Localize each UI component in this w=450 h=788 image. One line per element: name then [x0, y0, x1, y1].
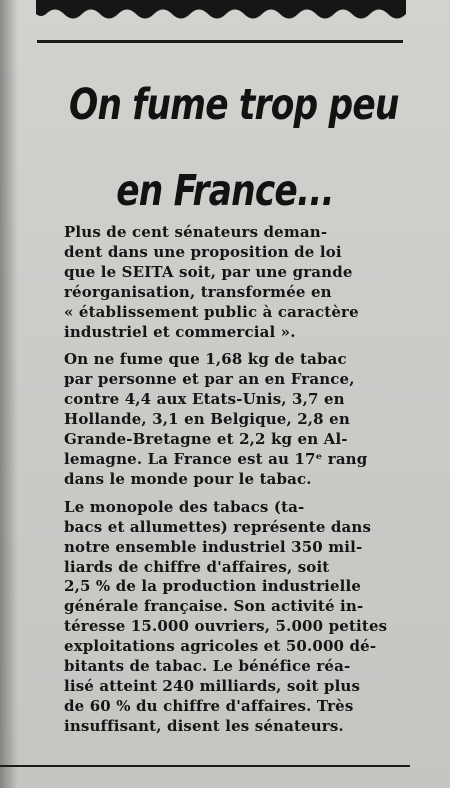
- paragraph-proposal: [64, 223, 404, 342]
- text-line: notre ensemble industriel 350 mil-: [64, 537, 363, 556]
- text-line: On ne fume que 1,68 kg de tabac: [64, 350, 347, 369]
- text-line: Grande-Bretagne et 2,2 kg en Al-: [64, 430, 348, 449]
- text-line: bitants de tabac. Le bénéfice réa-: [64, 657, 351, 676]
- decorative-wave-border: [36, 0, 406, 28]
- text-line: dans le monde pour le tabac.: [64, 469, 312, 488]
- text-line: lisé atteint 240 milliards, soit plus: [64, 676, 361, 695]
- article-bottom-rule: [0, 765, 410, 767]
- text-line: dent dans une proposition de loi: [64, 242, 342, 261]
- text-line: générale française. Son activité in-: [64, 597, 364, 616]
- headline-line: On fume trop peu: [69, 80, 399, 130]
- paragraph-consumption: [64, 350, 404, 489]
- text-line: réorganisation, transformée en: [64, 282, 332, 301]
- text-line: de 60 % du chiffre d'affaires. Très: [64, 696, 354, 715]
- article-body: [64, 223, 404, 745]
- text-line: liards de chiffre d'affaires, soit: [64, 557, 330, 576]
- text-line: Plus de cent sénateurs deman-: [64, 223, 328, 241]
- text-line: téresse 15.000 ouvriers, 5.000 petites: [64, 617, 388, 636]
- text-line: que le SEITA soit, par une grande: [64, 262, 353, 281]
- text-line: insuffisant, disent les sénateurs.: [64, 716, 344, 735]
- text-line: bacs et allumettes) représente dans: [64, 517, 372, 536]
- text-line: par personne et par an en France,: [64, 370, 355, 389]
- text-line: Le monopole des tabacs (ta-: [64, 497, 305, 516]
- headline-line: en France...: [116, 166, 334, 216]
- text-line: exploitations agricoles et 50.000 dé-: [64, 637, 377, 656]
- text-line: « établissement public à caractère: [64, 302, 359, 321]
- text-line: contre 4,4 aux Etats-Unis, 3,7 en: [64, 390, 345, 409]
- page-fold-shadow: [0, 0, 18, 788]
- text-line: lemagne. La France est au 17ᵉ rang: [64, 449, 368, 468]
- text-line: 2,5 % de la production industrielle: [64, 577, 362, 596]
- text-line: industriel et commercial ».: [64, 322, 296, 341]
- article-headline: [69, 62, 399, 234]
- paragraph-monopoly: [64, 498, 404, 737]
- headline-top-rule: [37, 40, 403, 43]
- text-line: Hollande, 3,1 en Belgique, 2,8 en: [64, 410, 350, 429]
